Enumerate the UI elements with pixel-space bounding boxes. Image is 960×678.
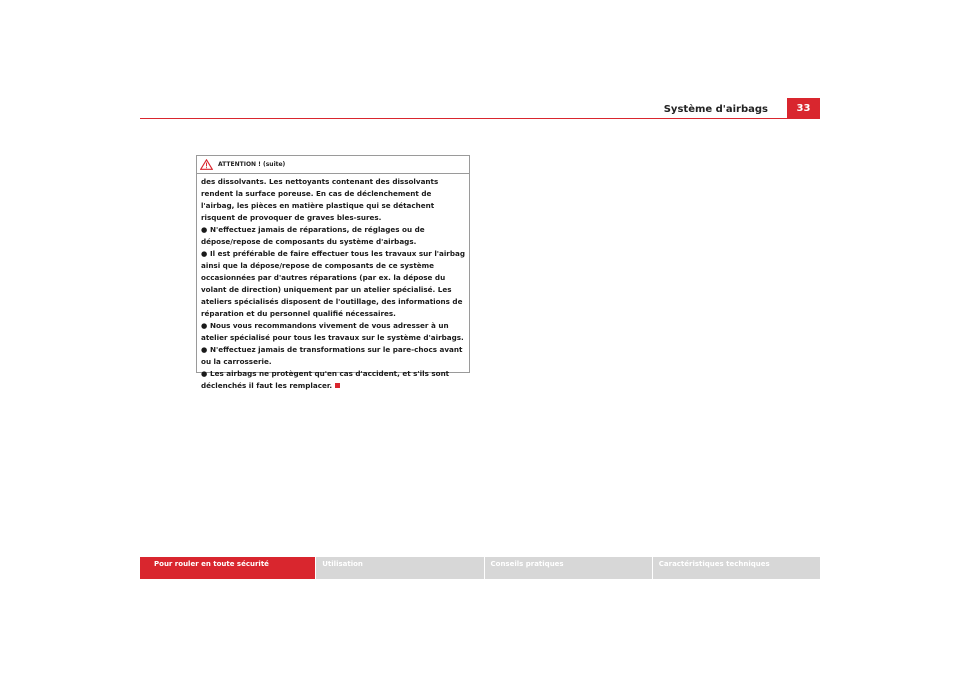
page-number: 33 <box>787 98 820 119</box>
footer-nav <box>140 557 820 579</box>
bullet-icon: ● <box>201 345 208 354</box>
tab-caracteristiques-techniques[interactable]: Caractéristiques techniques <box>653 557 820 579</box>
page-header-title: Système d'airbags <box>663 104 768 115</box>
bullet-icon: ● <box>201 249 208 258</box>
warning-bullet: ● Nous vous recommandons vivement de vous adresser à un atelier spécialisé pour tous les travaux sur le système d'airbags. <box>201 321 464 342</box>
tab-conseils-pratiques[interactable]: Conseils pratiques <box>485 557 652 579</box>
warning-title: ATTENTION ! (suite) <box>218 161 286 168</box>
end-of-section-icon <box>335 383 340 388</box>
bullet-icon: ● <box>201 225 208 234</box>
warning-triangle-icon <box>200 159 213 170</box>
bullet-icon: ● <box>201 321 208 330</box>
warning-bullet: ● N'effectuez jamais de transformations sur le pare-chocs avant ou la carrosserie. <box>201 345 463 366</box>
warning-bullet: ● Les airbags ne protègent qu'en cas d'accident, et s'ils sont déclenchés il faut les remplacer. <box>201 369 450 390</box>
warning-intro: des dissolvants. Les nettoyants contenant des dissolvants rendent la surface poreuse. En cas de déclenchement de l'airbag, les pièces en matière plastique qui se détachent risquent de provoquer de graves bles-sures. <box>201 177 439 222</box>
warning-bullet: ● N'effectuez jamais de réparations, de réglages ou de dépose/repose de composants du système d'airbags. <box>201 225 425 246</box>
warning-header <box>197 156 469 174</box>
header-rule <box>140 118 820 119</box>
tab-pour-rouler[interactable]: Pour rouler en toute sécurité <box>140 557 315 579</box>
warning-bullet: ● Il est préférable de faire effectuer tous les travaux sur l'airbag ainsi que la dépose/repose de composants de ce système occasionnées par d'autres réparations (par ex. la dépose du volant de direction) uniquement par un atelier spécialisé. Les ateliers spécialisés disposent de l'outillage, des informations de réparation et du personnel qualifié nécessaires. <box>201 249 465 318</box>
bullet-icon: ● <box>201 369 208 378</box>
tab-utilisation[interactable]: Utilisation <box>316 557 483 579</box>
warning-body <box>197 174 469 392</box>
warning-box <box>196 155 470 390</box>
